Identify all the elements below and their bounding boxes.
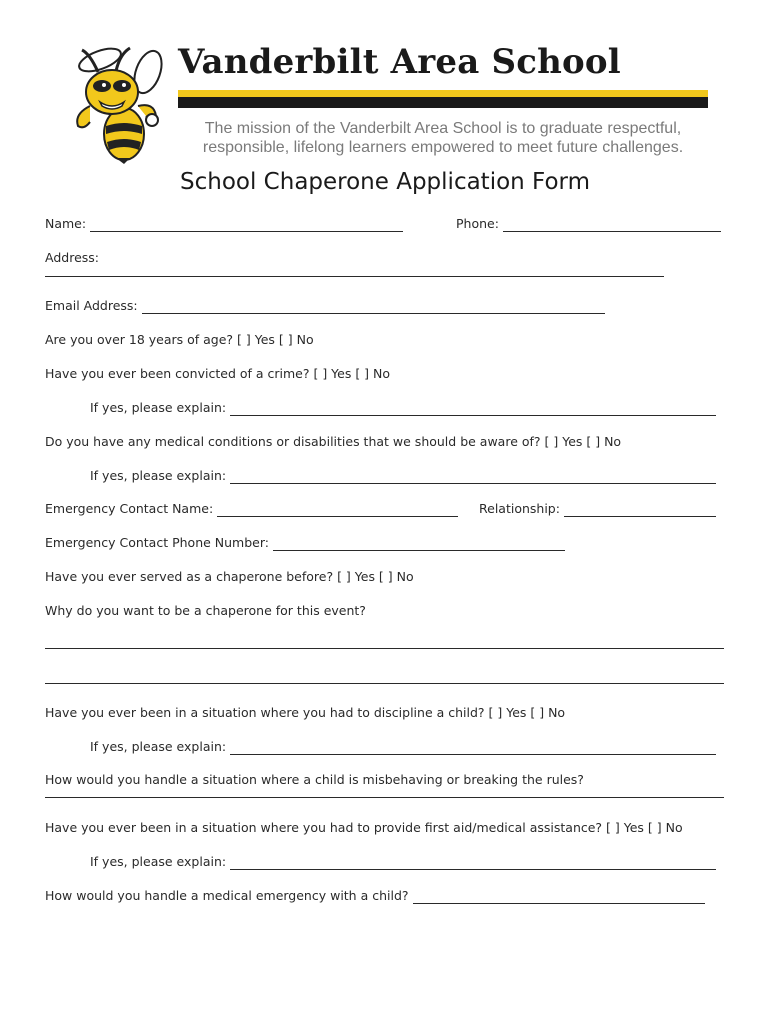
why-question-row: [45, 601, 366, 619]
header-yellow-band: [178, 90, 708, 97]
mission-statement: [178, 119, 708, 157]
mission-line-2: responsible, lifelong learners empowered to meet future challenges.: [202, 139, 684, 156]
school-name: Vanderbilt Area School: [178, 42, 621, 82]
emergency-phone-row: [45, 533, 565, 551]
email-row: [45, 296, 605, 314]
medical-emergency-row: [45, 886, 705, 904]
misbehaving-question: How would you handle a situation where a child is misbehaving or breaking the rules?: [45, 772, 584, 787]
emergency-phone-label: Emergency Contact Phone Number:: [45, 535, 269, 550]
discipline-question-row: [45, 703, 565, 721]
crime-question-row: [45, 364, 390, 382]
name-field[interactable]: [90, 217, 403, 232]
explain-label: If yes, please explain:: [90, 400, 227, 415]
emergency-phone-field[interactable]: [273, 536, 565, 551]
crime-explain-row: [90, 398, 716, 416]
explain-label: If yes, please explain:: [90, 739, 227, 754]
first-aid-question: Have you ever been in a situation where you had to provide first aid/medical assistance? [ ] Yes [ ] No: [45, 820, 683, 835]
header-black-band: [178, 97, 708, 108]
crime-question: Have you ever been convicted of a crime? [ ] Yes [ ] No: [45, 366, 391, 381]
relationship-field[interactable]: [564, 502, 716, 517]
emergency-contact-row: [45, 499, 458, 517]
why-answer-line-1[interactable]: [45, 648, 724, 649]
chaperone-before-row: [45, 567, 414, 585]
address-field[interactable]: [45, 276, 664, 277]
explain-label: If yes, please explain:: [90, 854, 227, 869]
why-answer-line-2[interactable]: [45, 683, 724, 684]
medical-explain-field[interactable]: [230, 469, 716, 484]
emergency-name-label: Emergency Contact Name:: [45, 501, 214, 516]
phone-label: Phone:: [456, 216, 499, 231]
misbehaving-answer-line[interactable]: [45, 797, 724, 798]
medical-question: Do you have any medical conditions or disabilities that we should be aware of? [ ] Yes [ ] No: [45, 434, 622, 449]
medical-explain-row: [90, 466, 716, 484]
why-question: Why do you want to be a chaperone for this event?: [45, 603, 366, 618]
mission-line-1: The mission of the Vanderbilt Area School is to graduate respectful,: [204, 120, 682, 137]
form-title: School Chaperone Application Form: [180, 169, 590, 195]
discipline-question: Have you ever been in a situation where you had to discipline a child? [ ] Yes [ ] No: [45, 705, 566, 720]
address-label: Address:: [45, 250, 99, 265]
discipline-explain-row: [90, 737, 716, 755]
phone-row: [456, 214, 721, 232]
phone-field[interactable]: [503, 217, 721, 232]
misbehaving-question-row: [45, 770, 584, 788]
medical-emergency-field[interactable]: [413, 889, 705, 904]
yellow-jacket-mascot-icon: [60, 42, 172, 164]
discipline-explain-field[interactable]: [230, 740, 716, 755]
first-aid-explain-row: [90, 852, 716, 870]
relationship-row: [479, 499, 716, 517]
age-question: Are you over 18 years of age? [ ] Yes [ ] No: [45, 332, 314, 347]
relationship-label: Relationship:: [479, 501, 560, 516]
chaperone-before-question: Have you ever served as a chaperone before? [ ] Yes [ ] No: [45, 569, 414, 584]
crime-explain-field[interactable]: [230, 401, 716, 416]
first-aid-explain-field[interactable]: [230, 855, 716, 870]
explain-label: If yes, please explain:: [90, 468, 227, 483]
emergency-name-field[interactable]: [217, 502, 458, 517]
first-aid-question-row: [45, 818, 683, 836]
email-label: Email Address:: [45, 298, 138, 313]
email-field[interactable]: [142, 299, 605, 314]
medical-emergency-question: How would you handle a medical emergency with a child?: [45, 888, 409, 903]
name-row: [45, 214, 403, 232]
name-label: Name:: [45, 216, 87, 231]
age-question-row: [45, 330, 314, 348]
medical-question-row: [45, 432, 621, 450]
address-row: [45, 248, 99, 266]
